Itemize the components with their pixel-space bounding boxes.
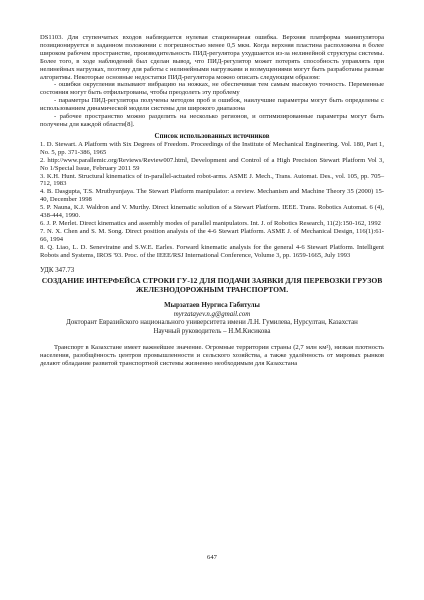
intro-paragraph: DS1103. Для ступенчатых входов наблюдается нулевая стационарная ошибка. Верхняя платформа манипулятора позиционируется в заданном положении с погрешностью менее 0,5 мкм. Когда верхняя пластина расположена в более широком рабочем пространстве, производительность ПИД-регулятора ухудшается из-за нелинейной структуры системы. Более того, в ходе наблюдений был сделан вывод, что ПИД-регулятор может потерять способность управлять при нелинейных нагрузках, поэтому для работы с нелинейными нагрузками и возмущениями могут быть разработаны разные алгоритмы. Некоторые основные недостатки ПИД-регулятора можно описать следующим образом: — [40, 34, 384, 81]
author-name: Мырзатаев Нургиса Габитулы — [164, 302, 260, 310]
reference-item: 7. N. X. Chen and S. M. Song. Direct position analysis of the 4-6 Stewart Platform. ASME J. of Mechanical Design, 116(1):61-66, 1994 — [40, 227, 384, 243]
article-title: СОЗДАНИЕ ИНТЕРФЕЙСА СТРОКИ ГУ-12 ДЛЯ ПОДАЧИ ЗАЯВКИ ДЛЯ ПЕРЕВОЗКИ ГРУЗОВ ЖЕЛЕЗНОДОРОЖНЫМ ТРАНСПОРТОМ. — [41, 276, 383, 295]
references-heading: Список использованных источников — [154, 132, 270, 140]
page-number: 647 — [207, 554, 217, 561]
body-paragraph: Транспорт в Казахстане имеет важнейшее значение. Огромные территории страны (2,7 млн км²), низкая плотность населения, разобщённость центров промышленности и сельского хозяйства, а также удалённость от мировых рынков делают обладание развитой транспортной системы жизненно необходимым для Казахстана — [40, 344, 384, 367]
udk-code: УДК 347.73 — [40, 267, 75, 275]
reference-item: 1. D. Stewart. A Platform with Six Degrees of Freedom. Proceedings of the Institute of Mechanical Engineering. Vol. 180, Part 1, No. 5, pp. 371-386, 1965 — [40, 140, 384, 156]
reference-item: 6. J. P. Merlet. Direct kinematics and assembly modes of parallel manipulators. Int. J. of Robotics Research, 11(2):150-162, 1992 — [40, 219, 381, 227]
references-list — [40, 141, 384, 260]
reference-item: 2. http://www.parallemic.org/Reviews/Review007.html, Development and Control of a High Precision Stewart Platform Vol 3, No 1/Special Issue, February 2011 59 — [40, 156, 384, 172]
author-email: myrzatayev.n.g@gmail.com — [173, 310, 251, 318]
affiliation: Докторант Евразийского национального университета имени Л.Н. Гумилева, Нурсултан, Казахстан — [66, 319, 358, 327]
bullet-item: - рабочее пространство можно разделить на несколько регионов, и оптимизированные параметры могут быть получены для каждой области[8]. — [40, 113, 384, 128]
reference-item: 5. P. Nauna, K.J. Waldron and V. Murthy. Direct kinematic solution of a Stewart Platform. IEEE. Trans. Robotics Automat. 6 (4), 438-444, 1990. — [40, 204, 384, 220]
reference-item: 8. Q. Liao, L. D. Seneviratne and S.W.E. Earles. Forward kinematic analysis for the general 4-6 Stewart Platform. Intelligent Robots and Systems, IROS '93. Proc. of the IEEE/RSJ International Conference, Volume 3, pp. 1659-1665, July 1993 — [40, 243, 384, 259]
supervisor: Научный руководитель – Н.М.Кисикова — [153, 327, 271, 335]
reference-item: 4. B. Dasgupta, T.S. Mruthyunjaya. The Stewart Platform manipulator: a review. Mechanism and Machine Theory 35 (2000) 15-40, December 1998 — [40, 188, 384, 204]
bullet-item: - параметры ПИД-регулятора получены методом проб и ошибок, наилучшие параметры могут быть определены с использованием динамической модели системы для широкого диапазона — [40, 97, 384, 113]
bullet-item: - ошибки округления вызывают вибрацию на ножках, не обеспечивая тем самым высокую точность. Переменные состояния могут быть отфильтрованы, чтобы преодолеть эту проблему — [40, 81, 384, 97]
reference-item: 3. K.H. Hunt. Structural kinematics of in-parallel-actuated robot-arms. ASME J. Mech., Trans. Automat. Des., vol. 105, pp. 705–712, 1983 — [40, 172, 384, 188]
